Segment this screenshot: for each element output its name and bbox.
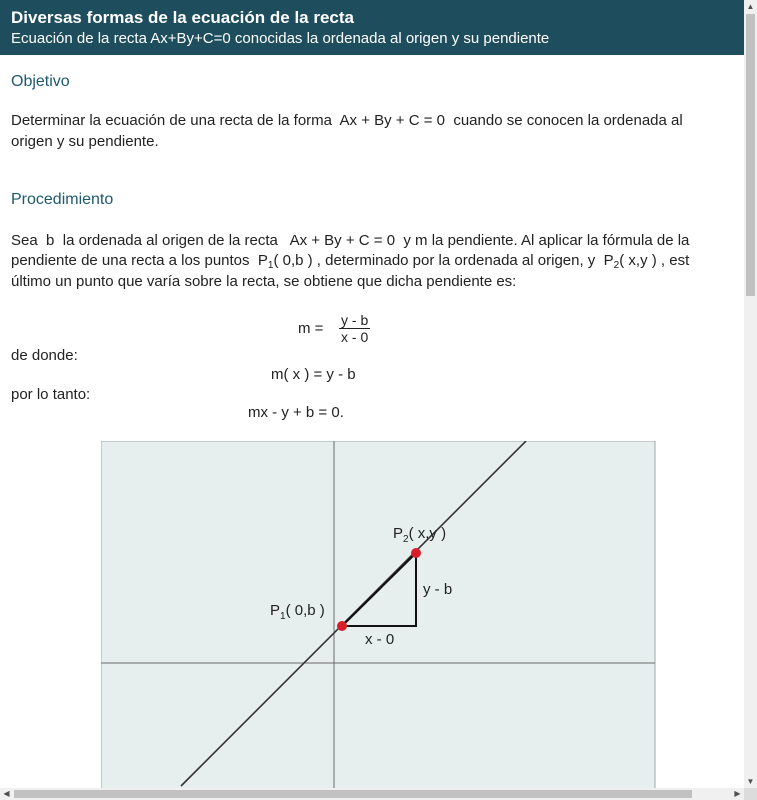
scroll-right-icon[interactable]: ▶ — [734, 789, 741, 798]
proc-text-pendiente: y m la pendiente. Al aplicar la fórmula de la — [403, 232, 690, 249]
geometry-scene — [101, 441, 656, 788]
por-lo-tanto-text: por lo tanto: — [11, 386, 91, 403]
label-p1-coords: ( 0,b ) — [285, 602, 325, 619]
equation-general: mx - y + b = 0. — [248, 404, 344, 421]
p2-coords: ( x,y ) — [619, 252, 657, 269]
p2-subscript: 2 — [613, 260, 620, 271]
label-run: x - 0 — [365, 631, 395, 648]
proc-text-est: , est — [660, 252, 690, 269]
page-header — [0, 0, 744, 55]
point-p1 — [337, 621, 347, 631]
procedimiento-line-3: último un punto que varía sobre la recta, se obtiene que dicha pendiente es: — [11, 273, 517, 290]
p1-subscript: 1 — [267, 260, 274, 271]
proc-point-p1 — [258, 252, 313, 269]
fraction-numerator: y - b — [341, 312, 369, 328]
proc-var-b: b — [46, 232, 55, 249]
page-subtitle: Ecuación de la recta Ax+By+C=0 conocidas la ordenada al origen y su pendiente — [11, 30, 550, 47]
proc-text-ordenada: la ordenada al origen de la recta — [62, 232, 278, 249]
proc-text-determinado: , determinado por la ordenada al origen, y — [316, 252, 596, 269]
point-p2 — [411, 548, 421, 558]
equation-point-slope: m( x ) = y - b — [271, 366, 356, 383]
procedimiento-line-1 — [11, 230, 744, 251]
slope-lhs: m = — [298, 320, 324, 337]
objetivo-equation: Ax + By + C = 0 — [339, 112, 445, 129]
p1-letter: P — [257, 252, 268, 269]
vertical-scrollbar[interactable] — [744, 0, 757, 788]
slope-fraction — [339, 313, 370, 345]
label-p1-subscript: 1 — [280, 611, 286, 622]
scroll-up-icon[interactable]: ▲ — [746, 2, 755, 11]
de-donde-text: de donde: — [11, 347, 78, 364]
vertical-scroll-thumb[interactable] — [746, 14, 755, 296]
scroll-down-icon[interactable]: ▼ — [746, 777, 755, 786]
label-p1-letter: P — [270, 602, 281, 619]
p2-letter: P — [603, 252, 614, 269]
objetivo-line-1 — [11, 110, 744, 131]
procedimiento-heading: Procedimiento — [11, 191, 114, 208]
horizontal-scrollbar[interactable] — [0, 788, 744, 800]
objetivo-line-2: origen y su pendiente. — [11, 133, 159, 150]
page-title: Diversas formas de la ecuación de la recta — [11, 8, 355, 27]
content-area — [0, 55, 744, 788]
proc-equation: Ax + By + C = 0 — [289, 232, 396, 249]
label-rise: y - b — [423, 581, 453, 598]
scrollbar-corner — [744, 788, 757, 800]
proc-text-puntos: pendiente de una recta a los puntos — [11, 252, 250, 269]
label-p2-letter: P — [393, 525, 404, 542]
objetivo-text-b: cuando se conocen la ordenada al — [453, 112, 683, 129]
label-p2-coords: ( x,y ) — [408, 525, 447, 542]
objetivo-heading: Objetivo — [11, 73, 70, 90]
proc-text-sea: Sea — [11, 232, 38, 249]
fraction-denominator: x - 0 — [341, 329, 369, 345]
proc-point-p2 — [604, 252, 657, 269]
horizontal-scroll-thumb[interactable] — [14, 790, 692, 798]
scene-background — [101, 441, 655, 788]
p1-coords: ( 0,b ) — [273, 252, 313, 269]
label-p2-subscript: 2 — [403, 534, 409, 545]
scroll-left-icon[interactable]: ◀ — [3, 789, 10, 798]
objetivo-text-a: Determinar la ecuación de una recta de la forma — [11, 112, 333, 129]
